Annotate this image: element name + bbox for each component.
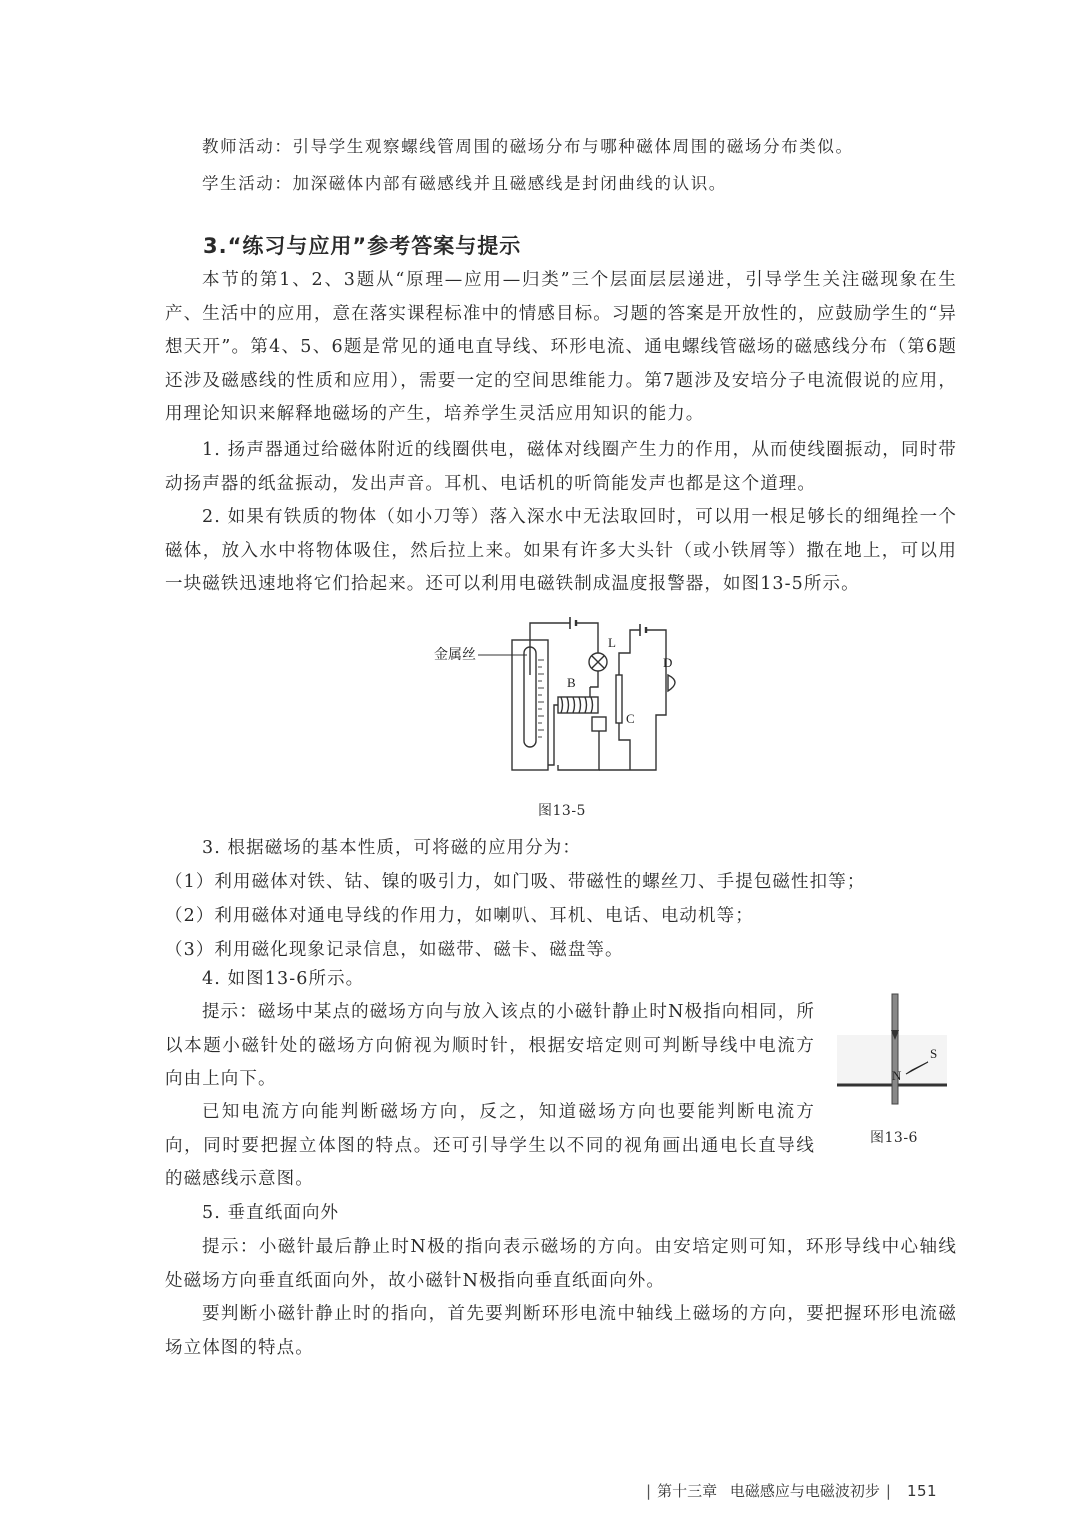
answer-5-hint: 提示：小磁针最后静止时N极的指向表示磁场的方向。由安培定则可知，环形导线中心轴线处磁场方向垂直纸面向外，故小磁针N极指向垂直纸面向外。 <box>165 1237 957 1291</box>
armature-C <box>616 675 622 723</box>
answer-2: 2. 如果有铁质的物体（如小刀等）落入深水中无法取回时，可以用一根足够长的细绳拴一个磁体，放入水中将物体吸住，然后拉上来。如果有许多大头针（或小铁屑等）撒在地上，可以用一块磁铁迅速地将它们拾起来。还可以利用电磁铁制成温度报警器，如图13-5所示。 <box>165 507 957 594</box>
label-L: L <box>608 635 616 650</box>
needle-label-N: N <box>892 1068 902 1083</box>
answer-4: 4. 如图13-6所示。 <box>202 969 365 989</box>
answer-3-item-1: （1）利用磁体对铁、钴、镍的吸引力，如门吸、带磁性的螺丝刀、手提包磁性扣等； <box>165 872 866 892</box>
answer-3-item-2: （2）利用磁体对通电导线的作用力，如喇叭、耳机、电话、电动机等； <box>165 906 754 926</box>
answer-5-extra: 要判断小磁针静止时的指向，首先要判断环形电流中轴线上磁场的方向，要把握环形电流磁场立体图的特点。 <box>165 1304 957 1358</box>
answer-3: 3. 根据磁场的基本性质，可将磁的应用分为： <box>202 838 581 858</box>
bell-D <box>666 670 675 695</box>
answer-5: 5. 垂直纸面向外 <box>202 1203 340 1223</box>
footer-separator-right: | <box>885 1482 891 1500</box>
straight-wire <box>892 994 898 1104</box>
thermometer-scale <box>538 660 544 737</box>
label-C: C <box>626 711 635 726</box>
figure-13-5-circuit-diagram <box>430 615 700 780</box>
student-activity: 学生活动：加深磁体内部有磁感线并且磁感线是封闭曲线的认识。 <box>202 174 727 193</box>
label-D: D <box>663 655 673 670</box>
answer-1: 1. 扬声器通过给磁体附近的线圈供电，磁体对线圈产生力的作用，从而使线圈振动，同时带动扬声器的纸盆振动，发出声音。耳机、电话机的听筒能发声也都是这个道理。 <box>165 440 957 494</box>
section-intro: 本节的第1、2、3题从“原理—应用—归类”三个层面层层递进，引导学生关注磁现象在生产、生活中的应用，意在落实课程标准中的情感目标。习题的答案是开放性的，应鼓励学生的“异想天开”。第4、5、6题是常见的通电直导线、环形电流、通电螺线管磁场的磁感线分布（第6题还涉及磁感线的性质和应用），需要一定的空间思维能力。第7题涉及安培分子电流假说的应用，用理论知识来解释地磁场的产生，培养学生灵活应用知识的能力。 <box>165 270 957 424</box>
footer-chapter: 第十三章 <box>657 1482 718 1500</box>
footer-chapter-title: 电磁感应与电磁波初步 <box>729 1482 880 1500</box>
page-number: 151 <box>906 1482 938 1500</box>
page-footer <box>640 1480 937 1501</box>
teacher-activity: 教师活动：引导学生观察螺线管周围的磁场分布与哪种磁体周围的磁场分布类似。 <box>202 137 854 156</box>
footer-separator-left: | <box>646 1482 652 1500</box>
section-heading: 3.“练习与应用”参考答案与提示 <box>203 234 522 258</box>
contact-block <box>592 717 606 731</box>
answer-4-extra: 已知电流方向能判断磁场方向，反之，知道磁场方向也要能判断电流方向，同时要把握立体图的特点。还可引导学生以不同的视角画出通电长直导线的磁感线示意图。 <box>165 1102 815 1189</box>
label-B: B <box>567 675 576 690</box>
figure-13-5-caption: 图13-5 <box>538 803 586 819</box>
electromagnet-coil-B <box>558 697 598 713</box>
needle-label-S: S <box>930 1046 938 1061</box>
answer-4-hint: 提示：磁场中某点的磁场方向与放入该点的小磁针静止时N极指向相同，所以本题小磁针处的磁场方向俯视为顺时针，根据安培定则可判断导线中电流方向由上向下。 <box>165 1002 815 1089</box>
figure-13-6-caption: 图13-6 <box>870 1130 918 1146</box>
answer-3-item-3: （3）利用磁化现象记录信息，如磁带、磁卡、磁盘等。 <box>165 940 624 960</box>
figure-13-6-wire-diagram <box>832 990 952 1110</box>
label-metal-wire: 金属丝 <box>434 648 476 663</box>
